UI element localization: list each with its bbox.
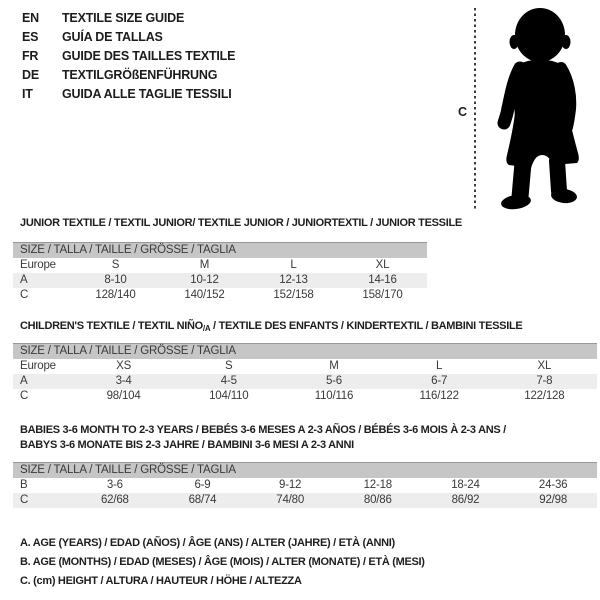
table-cell: 62/68 [100, 494, 129, 506]
row-label: C [20, 390, 29, 402]
lang-code: IT [22, 87, 33, 101]
row-label: C [20, 289, 29, 301]
table-cell: S [225, 360, 233, 372]
note-height-cm: C. (cm) HEIGHT / ALTURA / HAUTEUR / HÖHE / ALTEZZA [20, 575, 302, 587]
table-cell: 12-13 [279, 274, 308, 286]
table-cell: 24-36 [538, 479, 568, 491]
size-header-row [13, 463, 597, 479]
legend-notes [20, 534, 425, 591]
babies-size-table [13, 462, 597, 508]
table-cell: 3-6 [106, 479, 123, 491]
table-cell: 104/110 [209, 390, 249, 402]
height-measure-label: C [458, 105, 468, 119]
data-row-c [13, 389, 597, 404]
children-title-subscript: /A [202, 324, 211, 333]
babies-title-line2: BABYS 3-6 MONATE BIS 2-3 JAHRE / BAMBINI 3-6 MESI A 2-3 ANNI [20, 438, 354, 451]
lang-row-it [22, 85, 235, 104]
table-cell: 152/158 [273, 289, 314, 301]
table-cell: 74/80 [276, 494, 305, 506]
lang-code: FR [22, 49, 39, 63]
baby-silhouette-icon [487, 5, 600, 212]
table-cell: 122/128 [524, 390, 565, 402]
table-cell: 140/152 [184, 289, 225, 301]
table-cell: 116/122 [419, 390, 459, 402]
babies-title-line1: BABIES 3-6 MONTH TO 2-3 YEARS / BEBÉS 3-6 MESES A 2-3 AÑOS / BÉBÉS 3-6 MOIS À 2-3 ANS / [20, 424, 506, 436]
table-cell: M [329, 360, 339, 372]
table-cell: 7-8 [536, 375, 553, 387]
table-cell: 14-16 [368, 274, 397, 286]
children-size-table [13, 343, 597, 404]
size-header-bar: SIZE / TALLA / TAILLE / GRÖSSE / TAGLIA [13, 344, 597, 360]
row-label: Europe [20, 360, 56, 372]
height-dotted-line [474, 8, 476, 211]
size-labels-row [13, 258, 427, 273]
lang-row-de [22, 66, 235, 85]
row-label: A [20, 375, 28, 387]
lang-code: EN [22, 11, 39, 25]
table-cell: 6-7 [431, 375, 448, 387]
table-cell: 8-10 [104, 274, 127, 286]
table-cell: M [199, 259, 210, 271]
table-cell: 68/74 [188, 494, 217, 506]
size-header-row [13, 243, 427, 259]
table-cell: XL [375, 259, 390, 271]
table-cell: 4-5 [220, 375, 237, 387]
table-cell: 98/104 [106, 390, 141, 402]
lang-title: TEXTILE SIZE GUIDE [62, 11, 185, 25]
table-cell: L [436, 360, 443, 372]
table-cell: 10-12 [190, 274, 219, 286]
table-cell: 6-9 [194, 479, 211, 491]
lang-title: GUIDA ALLE TAGLIE TESSILI [62, 87, 232, 101]
row-label: C [20, 494, 29, 506]
language-legend [22, 9, 235, 104]
data-row-c [13, 288, 427, 303]
lang-title: TEXTILGRÖßENFÜHRUNG [62, 68, 218, 82]
row-label: B [20, 479, 28, 491]
data-row-a [13, 273, 427, 288]
lang-row-es [22, 28, 235, 47]
data-row-b [13, 478, 597, 493]
data-row-c [13, 493, 597, 508]
babies-section-title [20, 423, 580, 452]
children-section-title [20, 320, 522, 333]
lang-title: GUÍA DE TALLAS [62, 30, 163, 44]
row-label: Europe [20, 259, 56, 271]
junior-section-title: JUNIOR TEXTILE / TEXTIL JUNIOR/ TEXTILE JUNIOR / JUNIORTEXTIL / JUNIOR TESSILE [20, 217, 462, 229]
table-cell: XS [116, 360, 132, 372]
size-header-bar: SIZE / TALLA / TAILLE / GRÖSSE / TAGLIA [13, 243, 427, 259]
table-cell: L [290, 259, 297, 271]
lang-title: GUIDE DES TAILLES TEXTILE [62, 49, 236, 63]
size-header-bar: SIZE / TALLA / TAILLE / GRÖSSE / TAGLIA [13, 463, 597, 479]
table-cell: 86/92 [451, 494, 480, 506]
table-cell: 9-12 [279, 479, 302, 491]
lang-row-en [22, 9, 235, 28]
table-cell: 158/170 [362, 289, 403, 301]
table-cell: 80/86 [363, 494, 392, 506]
table-cell: 12-18 [363, 479, 392, 491]
height-measure-figure [440, 0, 600, 215]
size-labels-row [13, 359, 597, 374]
table-cell: 110/116 [314, 390, 354, 402]
table-cell: 5-6 [325, 375, 342, 387]
lang-row-fr [22, 47, 235, 66]
table-cell: XL [537, 360, 552, 372]
table-cell: 92/98 [539, 494, 568, 506]
junior-size-table [13, 242, 427, 303]
table-cell: 18-24 [451, 479, 480, 491]
data-row-a [13, 374, 597, 389]
row-label: A [20, 274, 28, 286]
table-cell: S [111, 259, 120, 271]
note-age-months: B. AGE (MONTHS) / EDAD (MESES) / ÂGE (MOIS) / ALTER (MONATE) / ETÀ (MESI) [20, 556, 425, 568]
children-title-suffix: / TEXTILE DES ENFANTS / KINDERTEXTIL / BAMBINI TESSILE [210, 320, 523, 332]
size-header-row [13, 344, 597, 360]
lang-code: DE [22, 68, 39, 82]
table-cell: 128/140 [95, 289, 136, 301]
children-title-prefix: CHILDREN'S TEXTILE / TEXTIL NIÑO [20, 320, 203, 332]
lang-code: ES [22, 30, 39, 44]
table-cell: 3-4 [115, 375, 132, 387]
note-age-years: A. AGE (YEARS) / EDAD (AÑOS) / ÂGE (ANS) / ALTER (JAHRE) / ETÀ (ANNI) [20, 537, 395, 549]
